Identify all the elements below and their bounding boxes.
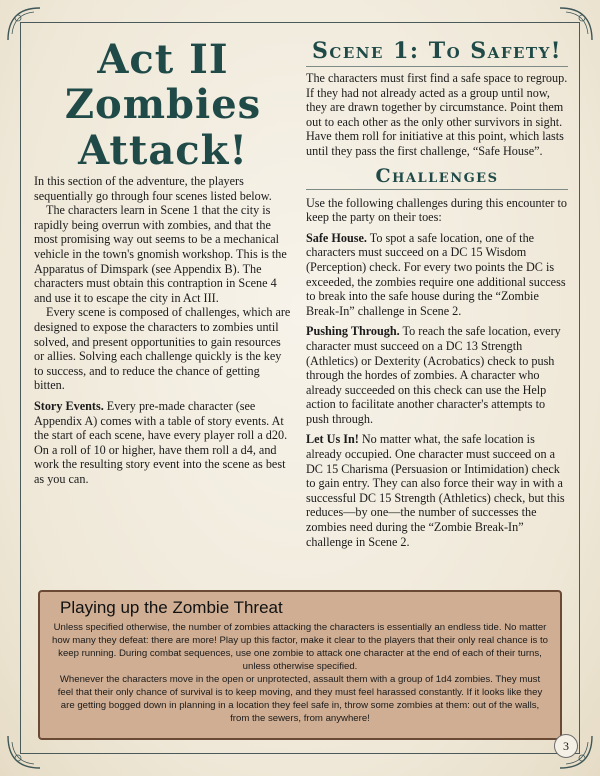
sidebar-box <box>38 590 562 740</box>
scene-heading: Scene 1: To Safety! <box>312 38 562 64</box>
let-us-in-label: Let Us In! <box>306 432 359 447</box>
left-column <box>34 38 292 486</box>
pushing-through-paragraph <box>306 324 568 426</box>
let-us-in-text: No matter what, the safe location is already occupied. One character must succeed on a DC 15 Charisma (Persuasion or Intimidation) check to gain entry. They can also force their way in with a successful DC 15 Strength (Athletics) check, but this reduces—by one—the number of successes the zombies need during the “Zombie Break-In” challenge in Scene 2. <box>306 432 565 549</box>
pushing-through-label: Pushing Through. <box>306 324 400 339</box>
sidebar-paragraph-2: Whenever the characters move in the open or unprotected, assault them with a group of 1d4 zombies. They must feel that their only chance of survival is to keep moving, and they must feel harassed constantly. If it looks like they are getting bogged down in planning in a location they feel safe in, throw some zombies at them: out of the walls, from the sewers, from anywhere! <box>57 674 543 724</box>
act-title <box>34 38 292 174</box>
challenges-overview-paragraph: Every scene is composed of challenges, which are designed to expose the characters to zombies until solved, and present opportunities to gain resources or allies. Solving each challenge quickly is the key to success, and to reduce the chance of getting bitten. <box>34 305 291 393</box>
divider <box>306 66 568 67</box>
right-column <box>306 38 568 549</box>
let-us-in-paragraph <box>306 432 568 549</box>
page-number: 3 <box>554 734 578 758</box>
act-title-line2: Zombies Attack! <box>64 81 262 174</box>
story-events-paragraph <box>34 399 292 487</box>
pushing-through-text: To reach the safe location, every character must succeed on a DC 13 Strength (Athletics) or Dexterity (Acrobatics) check to push through the hordes of zombies. A character who already succeeded on this check can use the Help action to facilitate another character's attempts to push through. <box>306 324 561 426</box>
act-title-line1: Act II <box>97 36 229 83</box>
safe-house-label: Safe House. <box>306 230 367 245</box>
intro-paragraph: In this section of the adventure, the players sequentially go through four scenes listed below. <box>34 174 272 203</box>
divider <box>306 189 568 190</box>
scene-paragraph: The characters must first find a safe space to regroup. If they had not already acted as a group until now, they are drawn together by circumstance. Point them out to each other as the only other survivors in sight. Have them roll for initiative at this point, which lasts until they pass the first challenge, “Safe House”. <box>306 71 568 158</box>
challenges-intro-paragraph: Use the following challenges during this encounter to keep the party on their toes: <box>306 195 567 225</box>
safe-house-text: To spot a safe location, one of the characters must succeed on a DC 15 Wisdom (Perception) check. For every two points the DC is exceeded, the zombies require one additional success to break into the safe house during the “Zombie Break-In” challenge in Scene 2. <box>306 230 566 318</box>
story-events-text: Every pre-made character (see Appendix A) comes with a table of story events. At the start of each scene, have every player roll a d20. On a roll of 10 or higher, have them roll a d4, and work the resulting story event into the scene as best as you can. <box>34 398 288 486</box>
challenges-heading: Challenges <box>375 164 499 187</box>
scene-overview-paragraph: The characters learn in Scene 1 that the city is rapidly being overrun with zombies, and that the most promising way out seems to be a mechanical vehicle in the town's gnomish workshop. This is the Apparatus of Dimspark (see Appendix B). The characters must obtain this contraption in Scene 4 and use it to escape the city in Act III. <box>34 203 287 305</box>
story-events-label: Story Events. <box>34 398 104 413</box>
sidebar-paragraph-1: Unless specified otherwise, the number of zombies attacking the characters is essentially an endless tide. No matter how many they defeat: there are more! Play up this factor, make it clear to the players that their only real chance is to keep running. During combat sequences, use one zombie to attack one character at the end of each of their turns, unless otherwise specified. <box>52 622 548 672</box>
safe-house-paragraph <box>306 231 568 319</box>
sidebar-title: Playing up the Zombie Threat <box>60 598 283 617</box>
